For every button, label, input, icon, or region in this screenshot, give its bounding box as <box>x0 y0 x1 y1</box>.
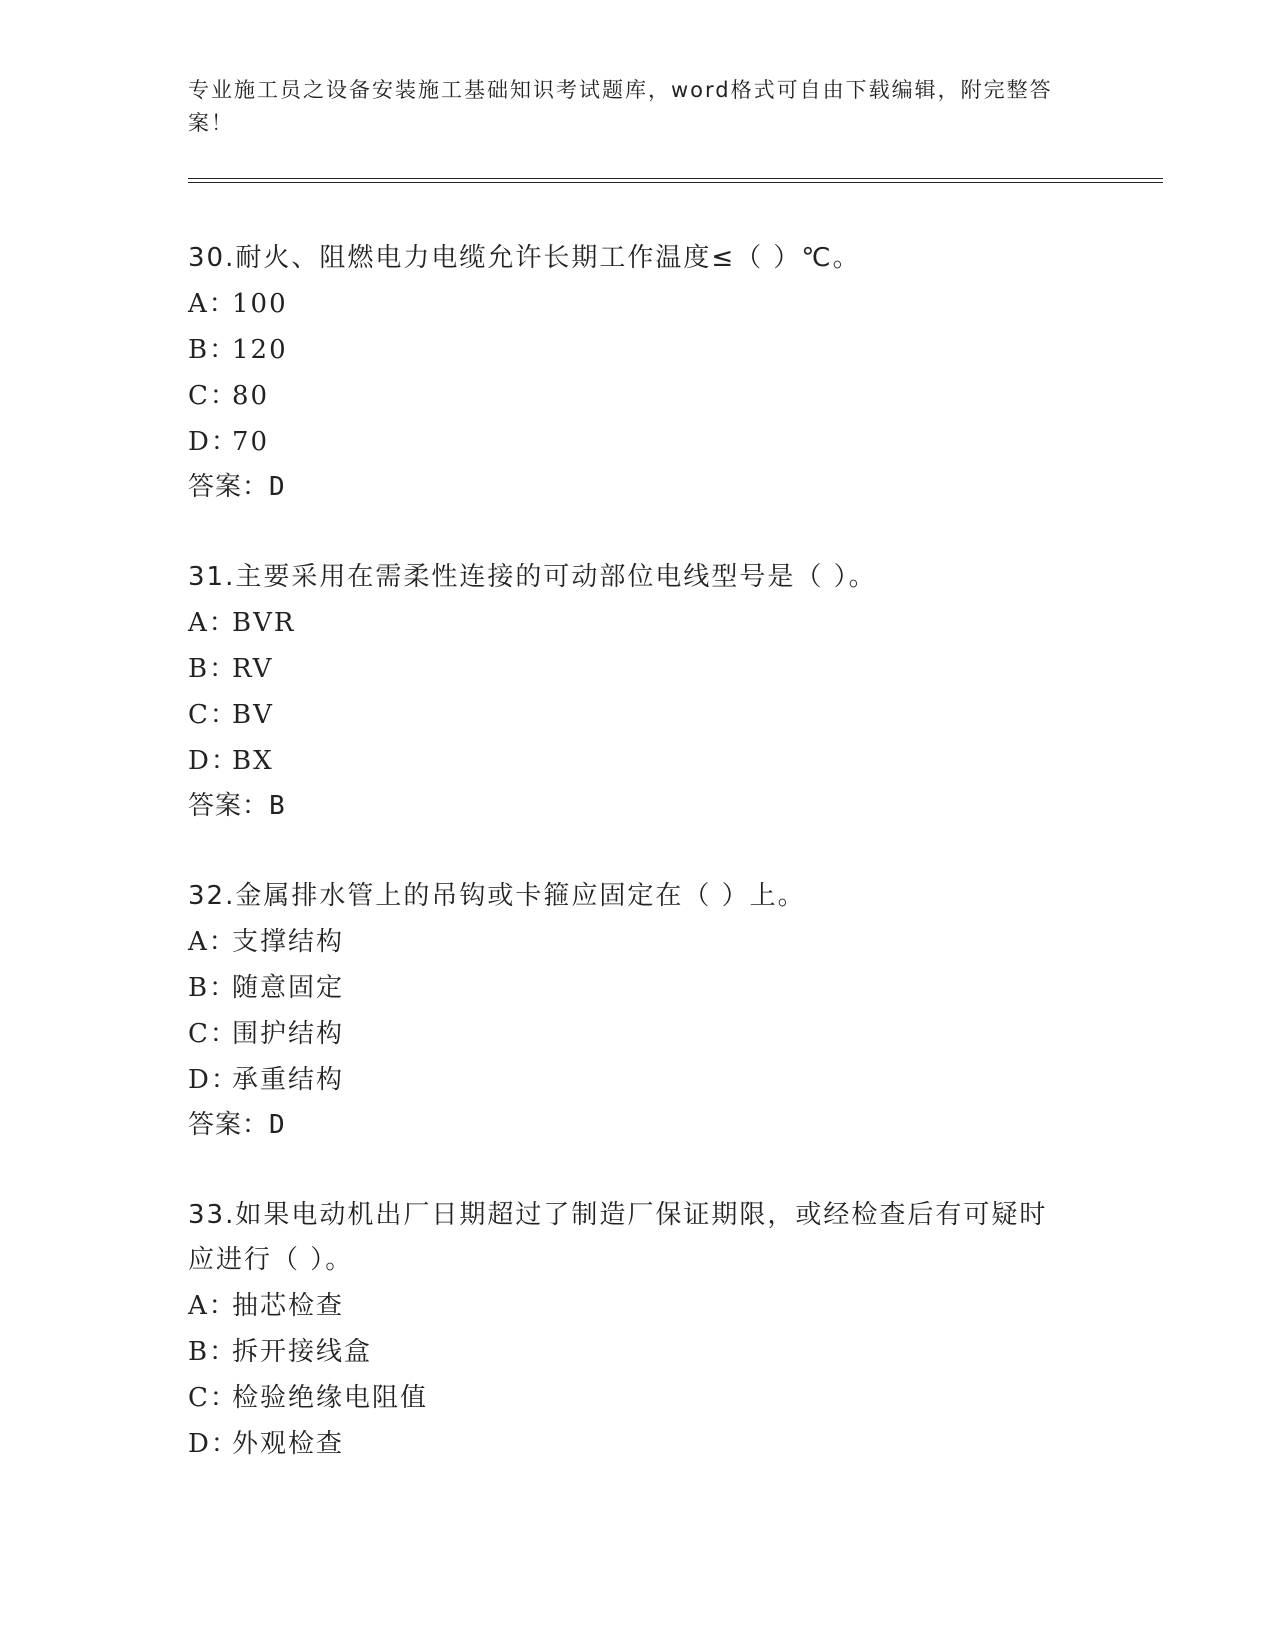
option-b <box>188 965 1088 1011</box>
question-stem: 31.主要采用在需柔性连接的可动部位电线型号是（ ）。 <box>188 562 877 592</box>
question-32 <box>188 874 1088 1147</box>
option-key: B： <box>188 654 238 684</box>
answer-value: D <box>269 1110 286 1140</box>
option-key: D： <box>188 746 239 776</box>
option-text: 围护结构 <box>232 1019 345 1049</box>
option-key: D： <box>188 1065 239 1095</box>
option-text: 80 <box>232 381 270 411</box>
option-c <box>188 1375 1068 1421</box>
option-key: B： <box>188 1337 238 1367</box>
option-key: A： <box>188 289 237 319</box>
option-b <box>188 1329 1068 1375</box>
question-33 <box>188 1193 1068 1467</box>
option-b <box>188 646 1088 692</box>
answer-line <box>188 784 1088 828</box>
option-d <box>188 1421 1068 1467</box>
option-c <box>188 373 1088 419</box>
answer-value: B <box>269 791 286 821</box>
option-c <box>188 1011 1088 1057</box>
question-stem: 32.金属排水管上的吊钩或卡箍应固定在（ ）上。 <box>188 881 806 911</box>
option-text: 抽芯检查 <box>232 1291 345 1321</box>
answer-label: 答案： <box>188 472 270 502</box>
option-key: A： <box>188 927 237 957</box>
question-31 <box>188 555 1088 828</box>
option-d <box>188 738 1088 784</box>
option-a <box>188 1283 1068 1329</box>
answer-line <box>188 465 1088 509</box>
option-key: D： <box>188 1429 239 1459</box>
page-header <box>188 74 1068 140</box>
option-key: C： <box>188 700 238 730</box>
option-text: BX <box>232 746 274 776</box>
answer-line <box>188 1103 1088 1147</box>
option-text: BV <box>232 700 274 730</box>
question-30 <box>188 236 1088 509</box>
answer-value: D <box>269 472 286 502</box>
option-d <box>188 419 1088 465</box>
option-d <box>188 1057 1088 1103</box>
option-key: D： <box>188 427 239 457</box>
option-a <box>188 919 1088 965</box>
option-text: 100 <box>232 289 288 319</box>
option-c <box>188 692 1088 738</box>
option-key: A： <box>188 608 237 638</box>
option-key: A： <box>188 1291 237 1321</box>
option-text: 支撑结构 <box>232 927 345 957</box>
option-key: B： <box>188 335 238 365</box>
option-text: RV <box>232 654 274 684</box>
option-key: C： <box>188 1383 238 1413</box>
option-text: 随意固定 <box>232 973 345 1003</box>
option-text: 承重结构 <box>232 1065 345 1095</box>
question-stem: 33.如果电动机出厂日期超过了制造厂保证期限，或经检查后有可疑时应进行（ ）。 <box>188 1200 1048 1275</box>
option-b <box>188 327 1088 373</box>
header-double-rule <box>188 178 1163 183</box>
option-text: 外观检查 <box>232 1429 345 1459</box>
option-text: BVR <box>232 608 296 638</box>
option-text: 120 <box>232 335 288 365</box>
option-key: C： <box>188 1019 238 1049</box>
question-stem: 30.耐火、阻燃电力电缆允许长期工作温度≤（ ）℃。 <box>188 243 861 273</box>
option-key: C： <box>188 381 238 411</box>
option-text: 拆开接线盒 <box>232 1337 373 1367</box>
document-title: 专业施工员之设备安装施工基础知识考试题库，word格式可自由下载编辑，附完整答案！ <box>188 78 1053 135</box>
option-key: B： <box>188 973 238 1003</box>
option-text: 检验绝缘电阻值 <box>232 1383 429 1413</box>
option-a <box>188 600 1088 646</box>
answer-label: 答案： <box>188 791 270 821</box>
option-text: 70 <box>232 427 270 457</box>
option-a <box>188 281 1088 327</box>
answer-label: 答案： <box>188 1110 270 1140</box>
